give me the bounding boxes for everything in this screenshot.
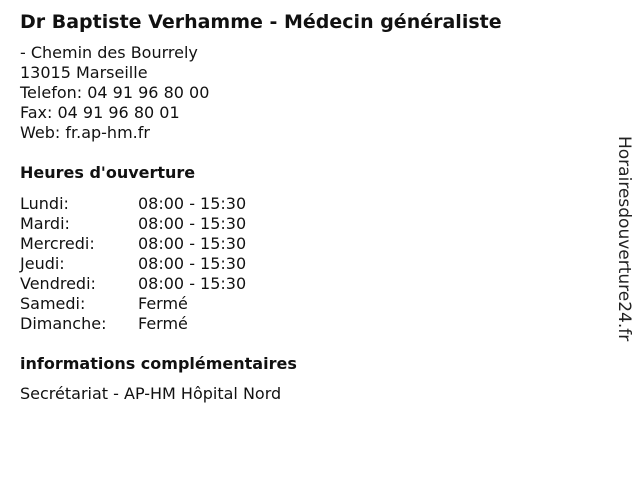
day-label: Samedi: <box>20 294 86 313</box>
website: Web: fr.ap-hm.fr <box>20 123 150 142</box>
time-range: 08:00 - 15:30 <box>138 214 247 233</box>
day-label: Mercredi: <box>20 234 95 253</box>
page-title: Dr Baptiste Verhamme - Médecin généraliste <box>20 11 502 33</box>
phone-number: Telefon: 04 91 96 80 00 <box>20 83 210 102</box>
opening-hours-heading: Heures d'ouverture <box>20 163 196 182</box>
time-range: 08:00 - 15:30 <box>138 254 247 273</box>
address-block <box>20 43 209 143</box>
opening-hours-table <box>20 194 246 334</box>
city: 13015 Marseille <box>20 63 148 82</box>
time-range: 08:00 - 15:30 <box>138 194 247 213</box>
time-range: 08:00 - 15:30 <box>138 274 247 293</box>
hours-row-jeudi <box>20 254 246 274</box>
hours-row-vendredi <box>20 274 246 294</box>
day-label: Mardi: <box>20 214 70 233</box>
day-label: Vendredi: <box>20 274 96 293</box>
hours-row-dimanche <box>20 314 246 334</box>
hours-row-lundi <box>20 194 246 214</box>
day-label: Lundi: <box>20 194 69 213</box>
additional-info-text: Secrétariat - AP-HM Hôpital Nord <box>20 384 282 403</box>
time-range: Fermé <box>138 314 188 333</box>
time-range: 08:00 - 15:30 <box>138 234 247 253</box>
site-watermark: Horairesdouverture24.fr <box>614 136 634 342</box>
street-address: - Chemin des Bourrely <box>20 43 198 62</box>
hours-row-samedi <box>20 294 246 314</box>
day-label: Jeudi: <box>20 254 65 273</box>
day-label: Dimanche: <box>20 314 107 333</box>
additional-info-heading: informations complémentaires <box>20 354 297 373</box>
hours-row-mardi <box>20 214 246 234</box>
fax-number: Fax: 04 91 96 80 01 <box>20 103 180 122</box>
hours-row-mercredi <box>20 234 246 254</box>
time-range: Fermé <box>138 294 188 313</box>
